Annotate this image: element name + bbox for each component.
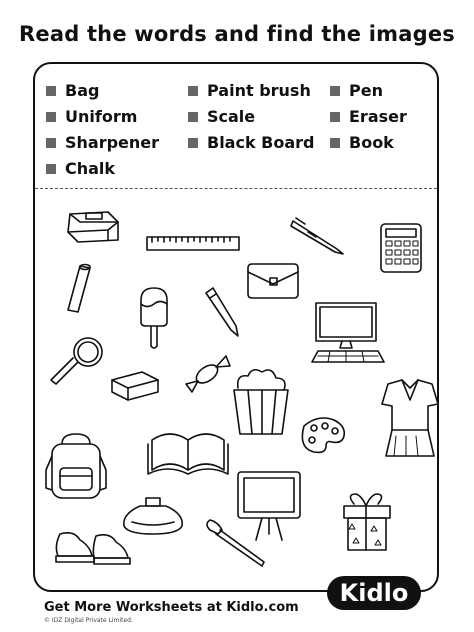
word-label: Uniform bbox=[65, 107, 138, 126]
bullet-square-icon bbox=[46, 138, 56, 148]
word-item-black-board bbox=[188, 133, 315, 152]
bullet-square-icon bbox=[188, 138, 198, 148]
word-label: Black Board bbox=[207, 133, 315, 152]
bullet-square-icon bbox=[188, 112, 198, 122]
word-label: Pen bbox=[349, 81, 383, 100]
word-item-book bbox=[330, 133, 394, 152]
word-item-chalk bbox=[46, 159, 115, 178]
copyright-text: © IDZ Digital Private Limited. bbox=[44, 617, 133, 624]
word-item-uniform bbox=[46, 107, 137, 126]
word-label: Paint brush bbox=[207, 81, 311, 100]
bullet-square-icon bbox=[330, 86, 340, 96]
bullet-square-icon bbox=[188, 86, 198, 96]
dashed-divider bbox=[35, 188, 437, 189]
footer-text: Get More Worksheets at Kidlo.com bbox=[44, 600, 299, 615]
word-label: Scale bbox=[207, 107, 256, 126]
word-label: Chalk bbox=[65, 159, 116, 178]
word-item-bag bbox=[46, 81, 99, 100]
word-item-pen bbox=[330, 81, 383, 100]
bullet-square-icon bbox=[330, 112, 340, 122]
word-item-paint-brush bbox=[188, 81, 311, 100]
word-label: Sharpener bbox=[65, 133, 160, 152]
bullet-square-icon bbox=[330, 138, 340, 148]
worksheet-title: Read the words and find the images bbox=[19, 22, 455, 46]
word-label: Book bbox=[349, 133, 394, 152]
word-label: Bag bbox=[65, 81, 100, 100]
bullet-square-icon bbox=[46, 112, 56, 122]
kidlo-logo: Kidlo bbox=[327, 576, 421, 610]
bullet-square-icon bbox=[46, 86, 56, 96]
word-item-sharpener bbox=[46, 133, 159, 152]
word-label: Eraser bbox=[349, 107, 407, 126]
word-item-scale bbox=[188, 107, 255, 126]
bullet-square-icon bbox=[46, 164, 56, 174]
word-item-eraser bbox=[330, 107, 407, 126]
